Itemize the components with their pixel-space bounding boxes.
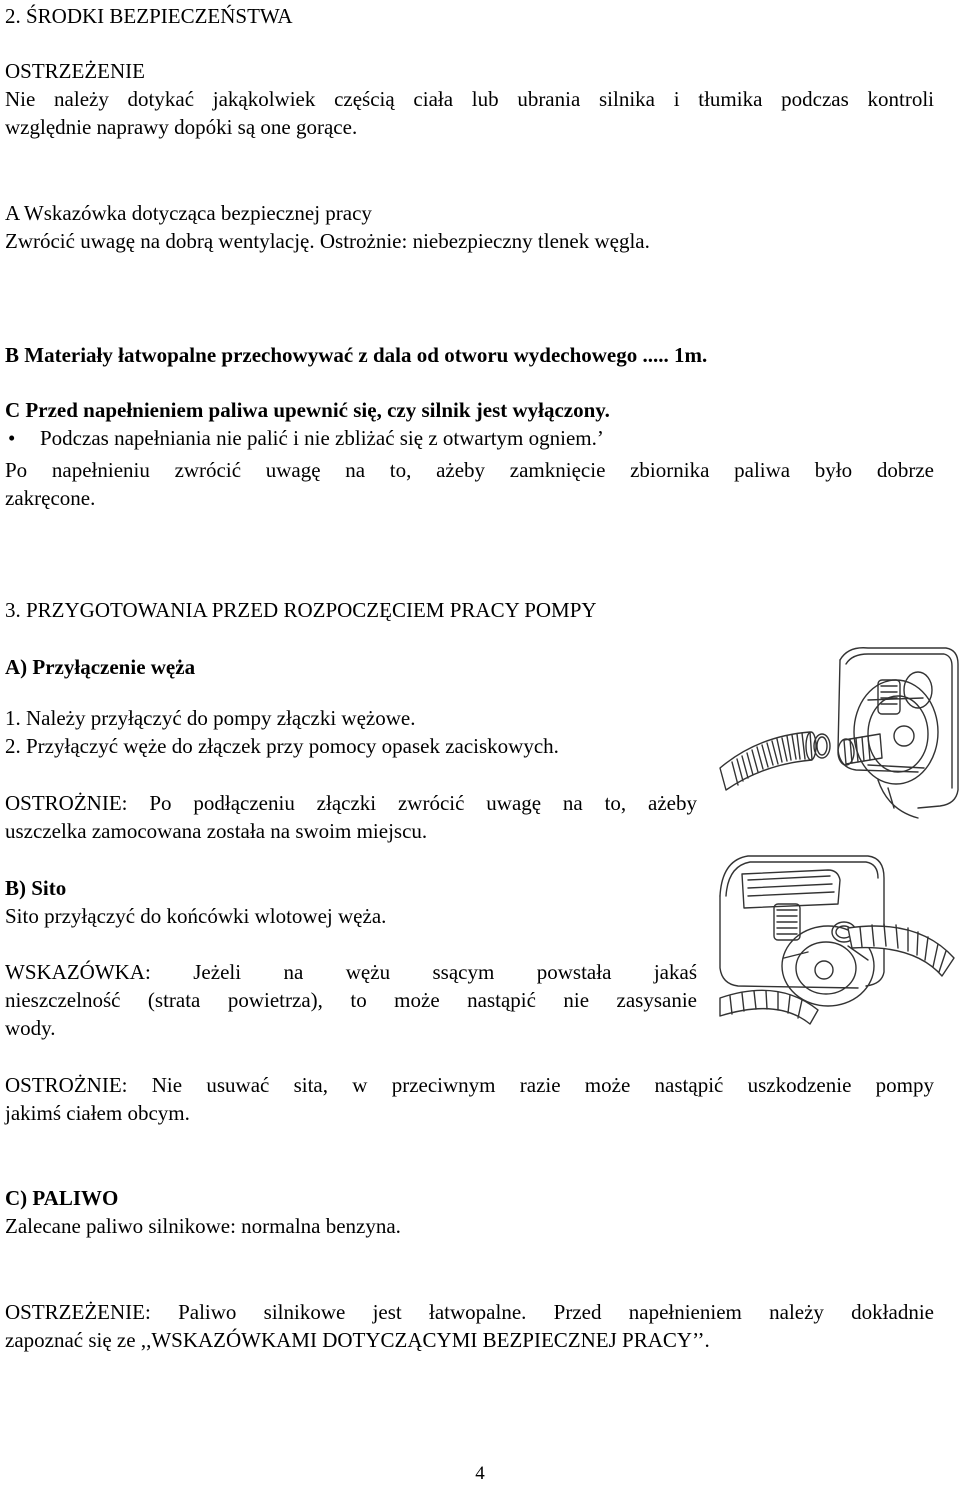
fuel-warning-line1: OSTRZEŻENIE: Paliwo silnikowe jest łatwopalne. Przed napełnieniem należy dokładnie xyxy=(5,1300,934,1324)
section2-c-text-line2: zakręcone. xyxy=(5,486,96,510)
hint-label: WSKAZÓWKA xyxy=(5,960,145,984)
pump-hose-connection-illustration xyxy=(718,640,960,840)
fuel-warning-line2: zapoznać się ze ,,WSKAZÓWKAMI DOTYCZĄCYMI BEZPIECZNEJ PRACY’’. xyxy=(5,1328,710,1352)
section3-c-text: Zalecane paliwo silnikowe: normalna benzyna. xyxy=(5,1214,401,1238)
pump-strainer-illustration xyxy=(718,848,960,1028)
section2-heading: 2. ŚRODKI BEZPIECZEŃSTWA xyxy=(5,4,293,28)
caution2-line1: OSTROŻNIE: Nie usuwać sita, w przeciwnym razie może nastąpić uszkodzenie pompy xyxy=(5,1073,934,1097)
warning-label: OSTRZEŻENIE xyxy=(5,59,145,83)
caution1-label: OSTROŻNIE xyxy=(5,791,122,815)
hint-line3: wody. xyxy=(5,1016,56,1040)
warning-text-line1: Nie należy dotykać jakąkolwiek częścią ciała lub ubrania silnika i tłumika podczas kontroli xyxy=(5,87,934,111)
caution1-line2: uszczelka zamocowana została na swoim miejscu. xyxy=(5,819,428,843)
bullet-icon: • xyxy=(8,426,16,450)
section3-a-title: A) Przyłączenie węża xyxy=(5,655,196,679)
section3-b-title: B) Sito xyxy=(5,876,67,900)
section2-b-title: B Materiały łatwopalne przechowywać z dala od otworu wydechowego ..... 1m. xyxy=(5,343,708,367)
section2-a-title: A Wskazówka dotycząca bezpiecznej pracy xyxy=(5,201,372,225)
section3-b-text: Sito przyłączyć do końcówki wlotowej węża. xyxy=(5,904,387,928)
caution1-line1: OSTROŻNIE: Po podłączeniu złączki zwrócić uwagę na to, ażeby xyxy=(5,791,697,815)
section3-step1: 1. Należy przyłączyć do pompy złączki wężowe. xyxy=(5,706,416,730)
section3-c-title: C) PALIWO xyxy=(5,1186,119,1210)
section3-heading: 3. PRZYGOTOWANIA PRZED ROZPOCZĘCIEM PRACY POMPY xyxy=(5,598,597,622)
hint-line2: nieszczelność (strata powietrza), to może nastąpić nie zasysanie xyxy=(5,988,697,1012)
section2-c-title: C Przed napełnieniem paliwa upewnić się, czy silnik jest wyłączony. xyxy=(5,398,610,422)
section3-step2: 2. Przyłączyć węże do złączek przy pomocy opasek zaciskowych. xyxy=(5,734,559,758)
caution2-label: OSTROŻNIE xyxy=(5,1073,122,1097)
warning-text-line2: względnie naprawy dopóki są one gorące. xyxy=(5,115,358,139)
caution2-line2: jakimś ciałem obcym. xyxy=(5,1101,190,1125)
hint-line1: WSKAZÓWKA: Jeżeli na wężu ssącym powstała jakaś xyxy=(5,960,697,984)
section2-c-text-line1: Po napełnieniu zwrócić uwagę na to, ażeby zamknięcie zbiornika paliwa było dobrze xyxy=(5,458,934,482)
section2-a-text: Zwrócić uwagę na dobrą wentylację. Ostrożnie: niebezpieczny tlenek węgla. xyxy=(5,229,650,253)
page-number: 4 xyxy=(475,1463,485,1484)
fuel-warning-label: OSTRZEŻENIE xyxy=(5,1300,145,1324)
section2-c-bullet: Podczas napełniania nie palić i nie zbliżać się z otwartym ogniem.’ xyxy=(40,426,604,450)
